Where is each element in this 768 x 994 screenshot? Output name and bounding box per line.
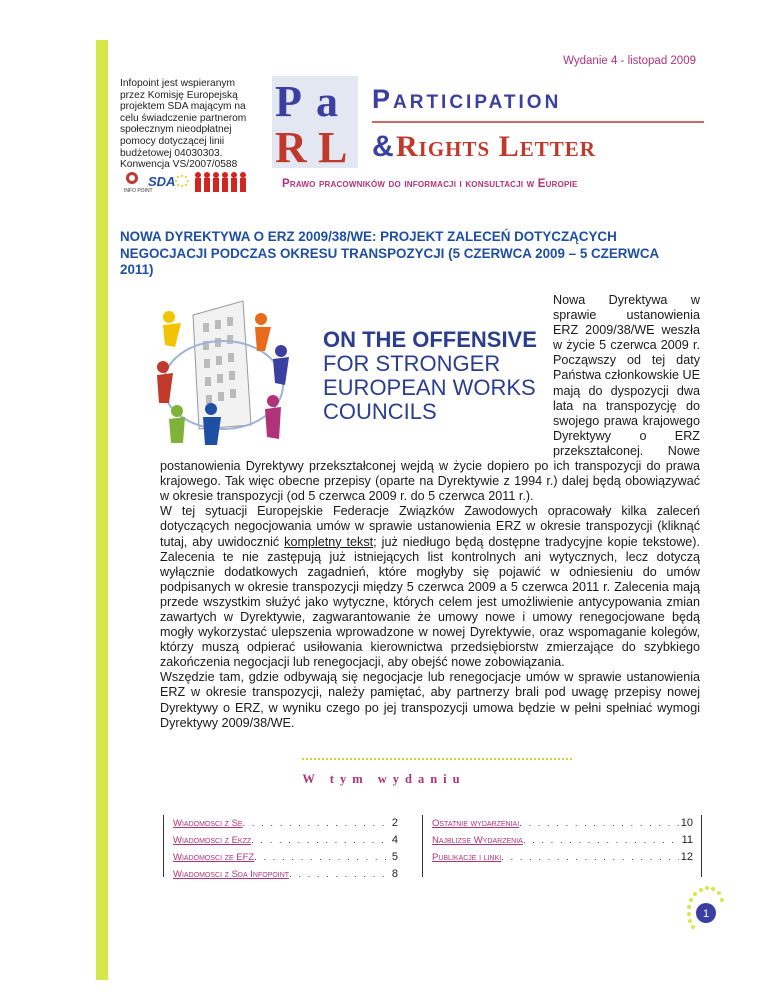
toc-item[interactable]: Wiadomosci z Se . . . 2 xyxy=(164,815,406,832)
toc-right-column xyxy=(422,815,702,877)
toc-item[interactable]: Wiadomosci z Ekzz . . . 4 xyxy=(164,832,406,849)
paragraph-1: Nowa Dyrektywa w sprawie ustanowienia ERZ 2009/38/WE weszła w życie 5 czerwca 2009 r. Począwszy od tej daty Państwa członkowskie UE mają do dyspozycji dwa lata na transpozycję do swojego prawa krajowego Dyrektywy o ERZ przekształconej. Nowe postanowienia Dyrektywy przekształconej wejdą w życie dopiero po ich transpozycji do prawa krajowego. Tak więc obecne przepisy (oparte na Dyrektywie z 1994 r.) dalej będą obowiązywać w okresie transpozycji (od 5 czerwca 2009 r. do 5 czerwca 2011 r.). xyxy=(160,293,700,504)
logo-letter-r: R xyxy=(275,123,307,168)
green-margin-bar xyxy=(96,40,108,980)
full-text-link[interactable]: kompletny tekst xyxy=(284,534,374,549)
parl-masthead-logo xyxy=(272,76,707,168)
logo-rights-letter: Rights Letter xyxy=(396,130,596,163)
toc-item[interactable]: Ostatnie wydarzeniai . . . 10 xyxy=(423,815,701,832)
sda-logo-icon: SDA xyxy=(148,174,176,189)
poster-line-4: COUNCILS xyxy=(323,399,437,424)
poster-line-3: EUROPEAN WORKS xyxy=(323,375,536,400)
poster-line-1: ON THE OFFENSIVE xyxy=(323,327,537,352)
partner-logos xyxy=(124,170,264,196)
logo-letter-l: L xyxy=(318,123,348,168)
svg-text:INFO POINT: INFO POINT xyxy=(124,188,153,194)
logo-participation: Participation xyxy=(372,84,562,114)
infopoint-note: Infopoint jest wspieranym przez Komisję Europejską projektem SDA mającym na celu świadczenie partnerom społecznym nieodpłatnej pomocy dotyczącej linii budżetowej 04030303. Konwencja VS/2007/0588 xyxy=(120,78,247,171)
eu-stars-icon xyxy=(175,175,189,187)
toc-item[interactable]: Najblizse Wydarzenia . . . 11 xyxy=(423,832,701,849)
logo-letter-p: P xyxy=(275,77,302,126)
paragraph-3: Wszędzie tam, gdzie odbywają się negocjacje lub renegocjacje umów w sprawie ustanowienia ERZ w okresie transpozycji, należy pamiętać, aby partnerzy brali pod uwagę przepisy nowej Dyrektywy o ERZ, w wyniku czego po jej transpozycji umowa będzie w pełni spełniać wymogi Dyrektywy 2009/38/WE. xyxy=(160,670,700,730)
paragraph-2: W tej sytuacji Europejskie Federacje Związków Zawodowych opracowały kilka zaleceń dotyczących negocjowania umów w sprawie ustanowienia ERZ w okresie transpozycji (kliknąć tutaj, aby uwidocznić kompletny tekst; już niedługo będą dostępne tradycyjne kopie tekstowe). Zalecenia te nie zastępują już istniejących list kontrolnych ani wytycznych, lecz dotyczą wyłącznie dodatkowych zagadnień, które mogłyby się pojawić w odniesieniu do umów podpisanych w okresie transpozycji między 5 czerwca 2009 a 5 czerwca 2011 r. Zalecenia mają przede wszystkim służyć jako wytyczne, których celem jest umożliwienie antycypowania zmian zawartych w Dyrektywie, zagwarantowanie że umowy nowe i umowy renegocjowane będą mogły wykorzystać ulepszenia wprowadzone w nowej Dyrektywie, oraz wspomaganie kolegów, którzy muszą odpierać usiłowania kierownictwa przedsiębiorstw zmierzające do szybkiego zakończenia negocjacji lub renegocjacji, aby obejść nowe zobowiązania. xyxy=(160,504,700,670)
page-number: 1 xyxy=(702,908,710,920)
poster-line-2: FOR STRONGER xyxy=(323,351,501,376)
article-headline: NOWA DYREKTYWA O ERZ 2009/38/WE: PROJEKT ZALECEŃ DOTYCZĄCYCH NEGOCJACJI PODCZAS OKRESU TRANSPOZYCJI (5 CZERWCA 2009 – 5 CZERWCA 2011) xyxy=(120,229,659,277)
toc-left-column xyxy=(163,815,406,880)
logo-ampersand: & xyxy=(372,130,394,163)
page-number-badge xyxy=(665,885,725,945)
workers-group-icon xyxy=(195,172,246,192)
section-divider xyxy=(302,758,572,760)
edition-label: Wydanie 4 - listopad 2009 xyxy=(563,55,696,67)
toc-item[interactable]: Wiadomosci z Sda Infopoint . . . 8 xyxy=(164,866,406,883)
article-body xyxy=(160,293,700,731)
toc-item[interactable]: Wiadomosci ze EFZ . . . 5 xyxy=(164,849,406,866)
in-this-issue-title: W tym wydaniu xyxy=(302,772,466,786)
logo-letter-a: a xyxy=(316,77,338,126)
masthead-subtitle: Prawo pracowników do informacji i konsultacji w Europie xyxy=(282,178,578,190)
toc-item[interactable]: Publikacje i linki . . . 12 xyxy=(423,849,701,866)
